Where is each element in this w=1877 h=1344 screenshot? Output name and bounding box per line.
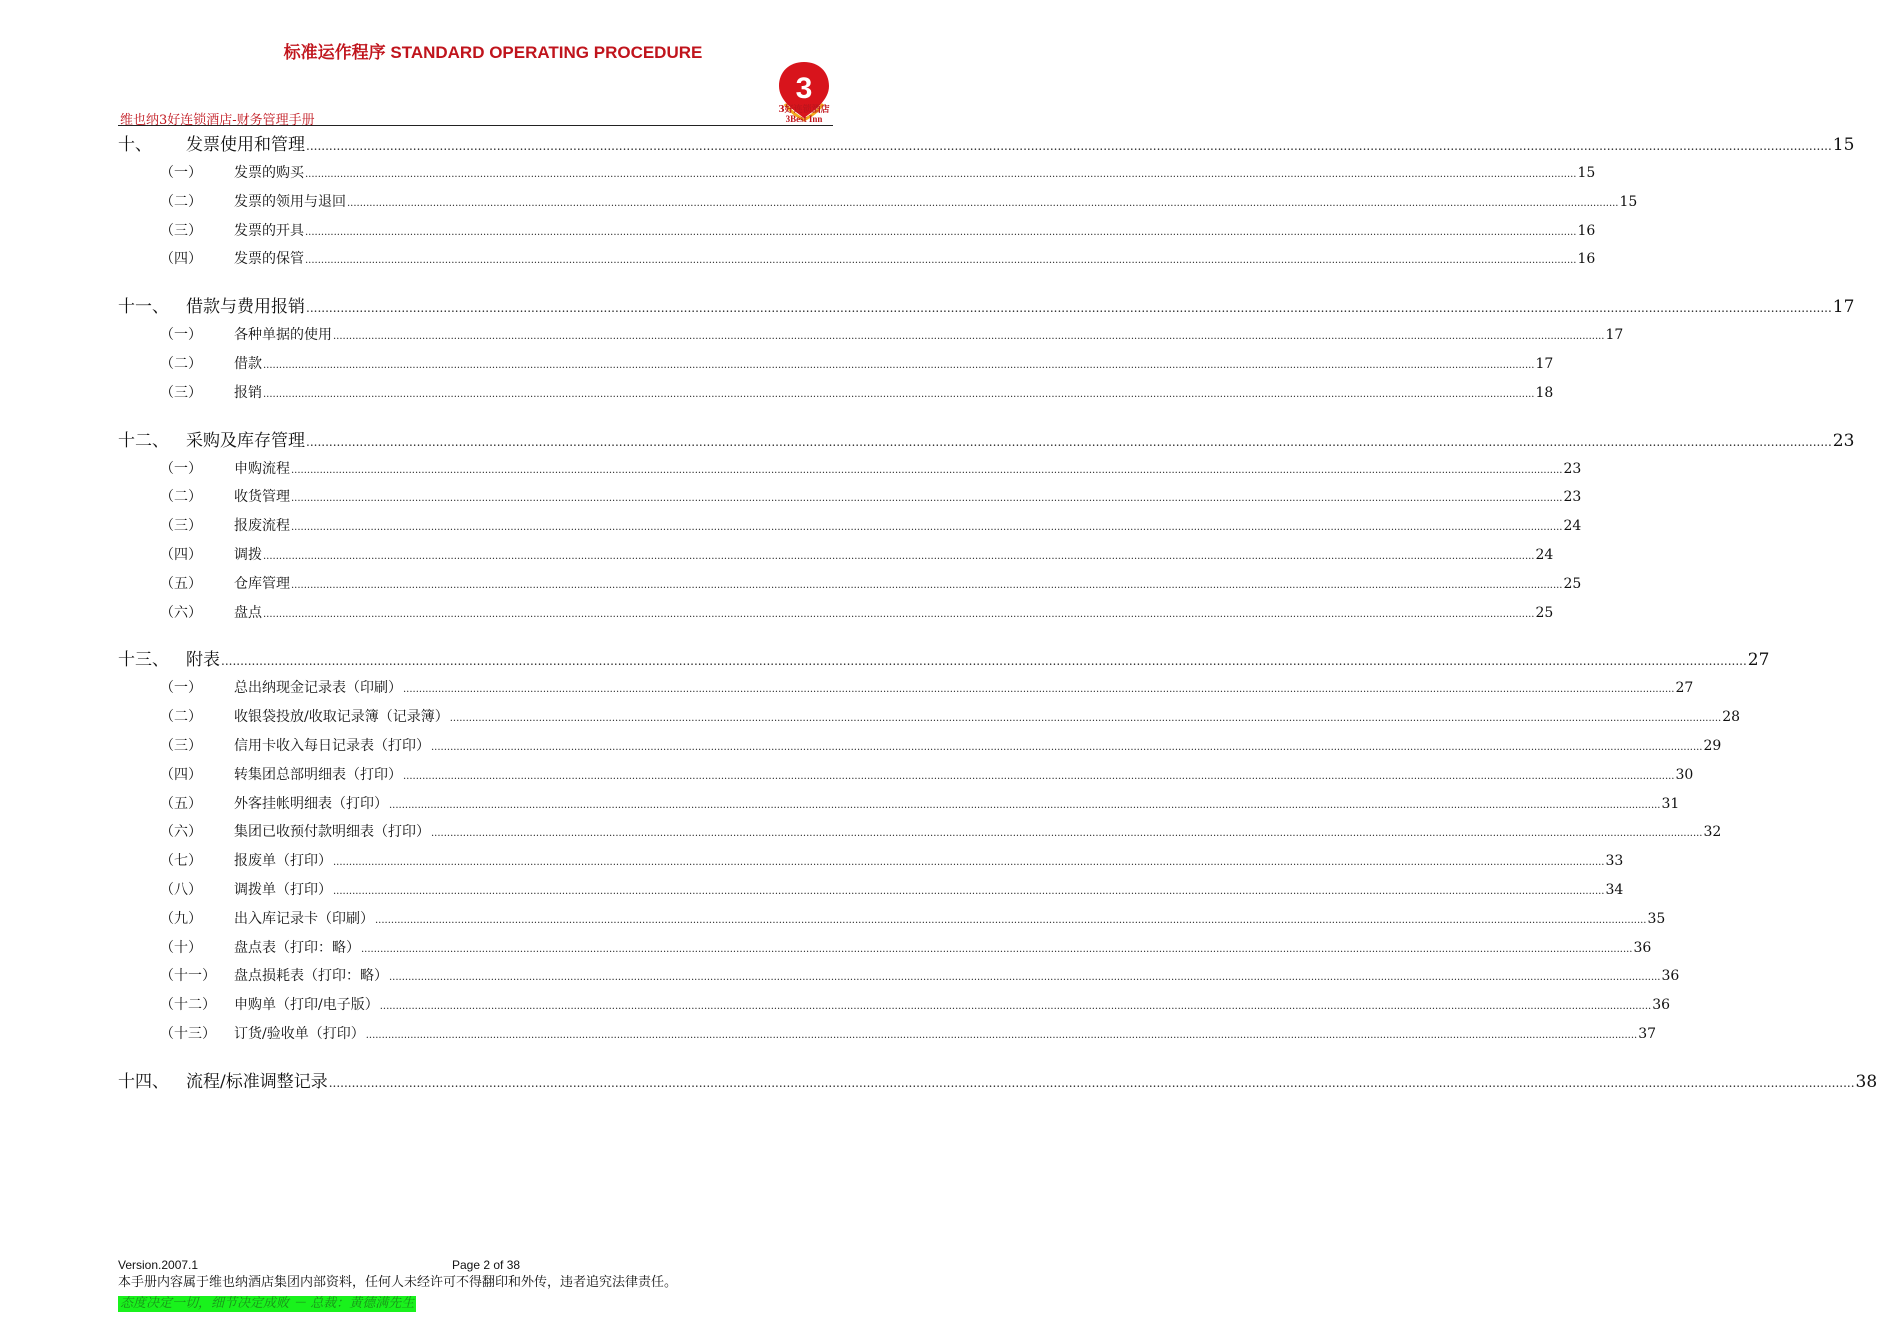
toc-leader-dots: ................................................................................................................................................................................................................................................................................................................................................................................................................ <box>263 388 1535 400</box>
toc-subsection-entry[interactable] <box>118 381 1554 410</box>
toc-leader-dots: ................................................................................................................................................................................................................................................................................................................................................................................................................ <box>263 550 1535 562</box>
toc-section-number: 十三、 <box>118 650 169 671</box>
company-motto: 态度决定一切，细节决定成败 － 总裁：黄德满先生 <box>120 1296 415 1311</box>
toc-leader-dots: ................................................................................................................................................................................................................................................................................................................................................................................................................ <box>305 255 1577 267</box>
toc-leader-dots: ................................................................................................................................................................................................................................................................................................................................................................................................................ <box>375 914 1647 926</box>
toc-subsection-number: （十） <box>160 939 202 956</box>
manual-subtitle: 维也纳3好连锁酒店-财务管理手册 <box>120 113 315 128</box>
toc-subsection-title: 总出纳现金记录表（印刷） <box>234 680 402 697</box>
toc-section-entry[interactable] <box>118 133 1855 161</box>
toc-subsection-entry[interactable] <box>118 964 1680 993</box>
table-of-contents <box>118 133 1877 1098</box>
toc-subsection-page: 23 <box>1563 489 1582 506</box>
toc-subsection-title: 外客挂帐明细表（打印） <box>234 795 388 812</box>
toc-section-title: 采购及库存管理 <box>186 430 305 451</box>
toc-subsection-entry[interactable] <box>118 457 1582 486</box>
toc-subsection-title: 盘点表（打印：略） <box>234 939 360 956</box>
toc-subsection-entry[interactable] <box>118 543 1554 572</box>
toc-subsection-title: 申购单（打印/电子版） <box>234 997 379 1014</box>
toc-leader-dots: ................................................................................................................................................................................................................................................................................................................................................................................................................ <box>305 169 1577 180</box>
toc-subsection-entry[interactable] <box>118 219 1596 248</box>
toc-leader-dots: ................................................................................................................................................................................................................................................................................................................................................................................................................ <box>263 608 1535 620</box>
logo-en-text: 3Best Inn <box>785 114 823 124</box>
toc-subsection-number: （四） <box>160 546 202 563</box>
toc-subsection-number: （一） <box>160 680 202 697</box>
toc-subsection-number: （四） <box>160 766 202 783</box>
toc-subsection-title: 转集团总部明细表（打印） <box>234 766 402 783</box>
toc-leader-dots: ................................................................................................................................................................................................................................................................................................................................................................................................................ <box>403 684 1675 696</box>
toc-subsection-number: （二） <box>160 355 202 372</box>
toc-subsection-entry[interactable] <box>118 161 1596 190</box>
toc-section-title: 发票使用和管理 <box>186 135 305 155</box>
page-footer <box>118 1258 833 1312</box>
toc-section-number: 十、 <box>118 135 152 155</box>
toc-subsection-title: 调拨单（打印） <box>234 881 332 898</box>
toc-subsection-page: 34 <box>1605 881 1624 898</box>
toc-subsection-page: 32 <box>1703 824 1722 841</box>
toc-subsection-entry[interactable] <box>118 676 1694 705</box>
toc-subsection-entry[interactable] <box>118 247 1596 276</box>
toc-section-number: 十二、 <box>118 430 169 451</box>
toc-leader-dots: ................................................................................................................................................................................................................................................................................................................................................................................................................ <box>328 1075 1855 1090</box>
toc-leader-dots: ................................................................................................................................................................................................................................................................................................................................................................................................................ <box>347 197 1619 209</box>
toc-leader-dots: ................................................................................................................................................................................................................................................................................................................................................................................................................ <box>379 1001 1652 1013</box>
toc-leader-dots: ................................................................................................................................................................................................................................................................................................................................................................................................................ <box>306 434 1832 449</box>
toc-subsection-number: （一） <box>160 327 202 344</box>
toc-subsection-title: 报废流程 <box>234 518 290 535</box>
toc-leader-dots: ................................................................................................................................................................................................................................................................................................................................................................................................................ <box>306 139 1832 153</box>
toc-subsection-page: 24 <box>1563 518 1582 535</box>
toc-subsection-entry[interactable] <box>118 936 1652 965</box>
toc-leader-dots: ................................................................................................................................................................................................................................................................................................................................................................................................................ <box>403 770 1675 782</box>
toc-subsection-title: 调拨 <box>234 546 262 563</box>
toc-section-page: 38 <box>1855 1071 1877 1092</box>
toc-subsection-entry[interactable] <box>118 190 1638 219</box>
toc-leader-dots: ................................................................................................................................................................................................................................................................................................................................................................................................................ <box>221 654 1747 669</box>
toc-section-page: 27 <box>1747 650 1770 671</box>
toc-section-entry[interactable] <box>118 429 1855 457</box>
toc-subsection-number: （五） <box>160 575 202 592</box>
toc-subsection-entry[interactable] <box>118 572 1582 601</box>
toc-subsection-title: 信用卡收入每日记录表（打印） <box>234 737 430 754</box>
toc-subsection-page: 15 <box>1577 165 1596 181</box>
toc-subsection-title: 报废单（打印） <box>234 853 332 870</box>
toc-subsection-entry[interactable] <box>118 352 1554 381</box>
toc-subsection-page: 29 <box>1703 737 1722 754</box>
toc-subsection-entry[interactable] <box>118 878 1624 907</box>
toc-section-page: 23 <box>1832 430 1855 451</box>
toc-subsection-page: 27 <box>1675 680 1694 697</box>
toc-subsection-page: 36 <box>1652 997 1671 1014</box>
page-number: Page 2 of 38 <box>452 1258 521 1272</box>
toc-subsection-entry[interactable] <box>118 792 1680 821</box>
toc-subsection-number: （二） <box>160 709 202 726</box>
toc-subsection-page: 16 <box>1577 251 1596 268</box>
toc-section-page: 15 <box>1832 135 1855 155</box>
toc-subsection-entry[interactable] <box>118 705 1741 734</box>
toc-leader-dots: ................................................................................................................................................................................................................................................................................................................................................................................................................ <box>333 885 1605 897</box>
toc-subsection-number: （四） <box>160 251 202 268</box>
toc-subsection-number: （三） <box>160 222 202 239</box>
toc-subsection-number: （五） <box>160 795 202 812</box>
toc-leader-dots: ................................................................................................................................................................................................................................................................................................................................................................................................................ <box>365 1029 1638 1041</box>
toc-subsection-page: 36 <box>1661 968 1680 985</box>
toc-subsection-entry[interactable] <box>118 734 1722 763</box>
toc-subsection-entry[interactable] <box>118 323 1624 352</box>
toc-subsection-entry[interactable] <box>118 849 1624 878</box>
toc-subsection-number: （九） <box>160 910 202 927</box>
toc-leader-dots: ................................................................................................................................................................................................................................................................................................................................................................................................................ <box>333 331 1605 343</box>
toc-section-title: 附表 <box>186 650 220 671</box>
toc-section-entry[interactable] <box>118 295 1855 323</box>
toc-subsection-title: 盘点损耗表（打印：略） <box>234 968 388 985</box>
toc-subsection-number: （三） <box>160 384 202 401</box>
toc-subsection-number: （十一） <box>160 968 216 985</box>
toc-subsection-number: （一） <box>160 165 202 181</box>
toc-subsection-page: 15 <box>1619 193 1638 210</box>
logo-cn-text: 3好连锁酒店 <box>778 105 830 115</box>
toc-leader-dots: ................................................................................................................................................................................................................................................................................................................................................................................................................ <box>431 741 1703 753</box>
confidential-notice: 本手册内容属于维也纳酒店集团内部资料，任何人未经许可不得翻印和外传，违者追究法律责任。 <box>118 1275 678 1290</box>
toc-subsection-page: 17 <box>1605 327 1624 344</box>
toc-subsection-number: （二） <box>160 193 202 210</box>
toc-subsection-number: （七） <box>160 853 202 870</box>
toc-subsection-title: 发票的开具 <box>234 222 304 239</box>
toc-subsection-number: （六） <box>160 824 202 841</box>
toc-subsection-entry[interactable] <box>118 993 1671 1022</box>
toc-subsection-entry[interactable] <box>118 907 1666 936</box>
toc-subsection-number: （十二） <box>160 997 216 1014</box>
toc-leader-dots: ................................................................................................................................................................................................................................................................................................................................................................................................................ <box>291 522 1563 534</box>
toc-subsection-number: （二） <box>160 489 202 506</box>
toc-subsection-number: （三） <box>160 737 202 754</box>
toc-section-number: 十四、 <box>118 1071 169 1092</box>
toc-leader-dots: ................................................................................................................................................................................................................................................................................................................................................................................................................ <box>305 226 1577 238</box>
toc-leader-dots: ................................................................................................................................................................................................................................................................................................................................................................................................................ <box>389 972 1661 984</box>
toc-section-page: 17 <box>1832 297 1855 318</box>
toc-subsection-number: （十三） <box>160 1025 216 1042</box>
toc-leader-dots: ................................................................................................................................................................................................................................................................................................................................................................................................................ <box>306 301 1832 316</box>
toc-subsection-number: （一） <box>160 460 202 477</box>
toc-subsection-page: 17 <box>1535 355 1554 372</box>
toc-subsection-title: 订货/验收单（打印） <box>234 1025 365 1042</box>
toc-leader-dots: ................................................................................................................................................................................................................................................................................................................................................................................................................ <box>333 857 1605 869</box>
toc-subsection-entry[interactable] <box>118 1022 1657 1051</box>
toc-subsection-title: 集团已收预付款明细表（打印） <box>234 824 430 841</box>
toc-subsection-page: 35 <box>1647 910 1666 927</box>
toc-subsection-entry[interactable] <box>118 763 1694 792</box>
toc-section-entry[interactable] <box>118 1070 1877 1098</box>
toc-subsection-title: 申购流程 <box>234 460 290 477</box>
version-label: Version.2007.1 <box>118 1258 199 1272</box>
toc-leader-dots: ................................................................................................................................................................................................................................................................................................................................................................................................................ <box>361 943 1633 955</box>
toc-subsection-entry[interactable] <box>118 514 1582 543</box>
toc-subsection-page: 30 <box>1675 766 1694 783</box>
toc-subsection-number: （八） <box>160 881 202 898</box>
toc-subsection-title: 仓库管理 <box>234 575 290 592</box>
toc-subsection-page: 36 <box>1633 939 1652 956</box>
toc-subsection-entry[interactable] <box>118 485 1582 514</box>
toc-subsection-page: 28 <box>1722 709 1741 726</box>
toc-subsection-page: 18 <box>1535 384 1554 401</box>
toc-subsection-page: 25 <box>1535 604 1554 621</box>
toc-subsection-title: 收银袋投放/收取记录簿（记录簿） <box>234 709 449 726</box>
toc-leader-dots: ................................................................................................................................................................................................................................................................................................................................................................................................................ <box>389 799 1661 811</box>
toc-subsection-page: 25 <box>1563 575 1582 592</box>
toc-leader-dots: ................................................................................................................................................................................................................................................................................................................................................................................................................ <box>431 828 1703 840</box>
toc-subsection-title: 报销 <box>234 384 262 401</box>
toc-section-title: 流程/标准调整记录 <box>186 1071 328 1092</box>
logo-number: 3 <box>795 72 813 105</box>
toc-leader-dots: ................................................................................................................................................................................................................................................................................................................................................................................................................ <box>291 464 1563 476</box>
toc-leader-dots: ................................................................................................................................................................................................................................................................................................................................................................................................................ <box>291 579 1563 591</box>
toc-subsection-entry[interactable] <box>118 601 1554 630</box>
toc-leader-dots: ................................................................................................................................................................................................................................................................................................................................................................................................................ <box>263 359 1535 371</box>
document-title: 标准运作程序 STANDARD OPERATING PROCEDURE <box>283 43 703 62</box>
toc-subsection-title: 发票的购买 <box>234 165 304 181</box>
toc-subsection-title: 收货管理 <box>234 489 290 506</box>
toc-subsection-title: 各种单据的使用 <box>234 327 332 344</box>
toc-subsection-number: （三） <box>160 518 202 535</box>
toc-subsection-title: 借款 <box>234 355 262 372</box>
toc-subsection-title: 发票的保管 <box>234 251 304 268</box>
toc-subsection-number: （六） <box>160 604 202 621</box>
toc-subsection-page: 24 <box>1535 546 1554 563</box>
toc-subsection-page: 31 <box>1661 795 1680 812</box>
toc-section-entry[interactable] <box>118 648 1770 676</box>
toc-subsection-title: 盘点 <box>234 604 262 621</box>
toc-subsection-title: 发票的领用与退回 <box>234 193 346 210</box>
toc-subsection-entry[interactable] <box>118 820 1722 849</box>
toc-subsection-page: 23 <box>1563 460 1582 477</box>
toc-subsection-title: 出入库记录卡（印刷） <box>234 910 374 927</box>
toc-subsection-page: 16 <box>1577 222 1596 239</box>
toc-section-title: 借款与费用报销 <box>186 297 305 318</box>
header-divider <box>118 125 833 126</box>
toc-subsection-page: 37 <box>1638 1025 1657 1042</box>
toc-section-number: 十一、 <box>118 297 169 318</box>
toc-leader-dots: ................................................................................................................................................................................................................................................................................................................................................................................................................ <box>449 713 1722 725</box>
toc-subsection-page: 33 <box>1605 853 1624 870</box>
toc-leader-dots: ................................................................................................................................................................................................................................................................................................................................................................................................................ <box>291 493 1563 505</box>
